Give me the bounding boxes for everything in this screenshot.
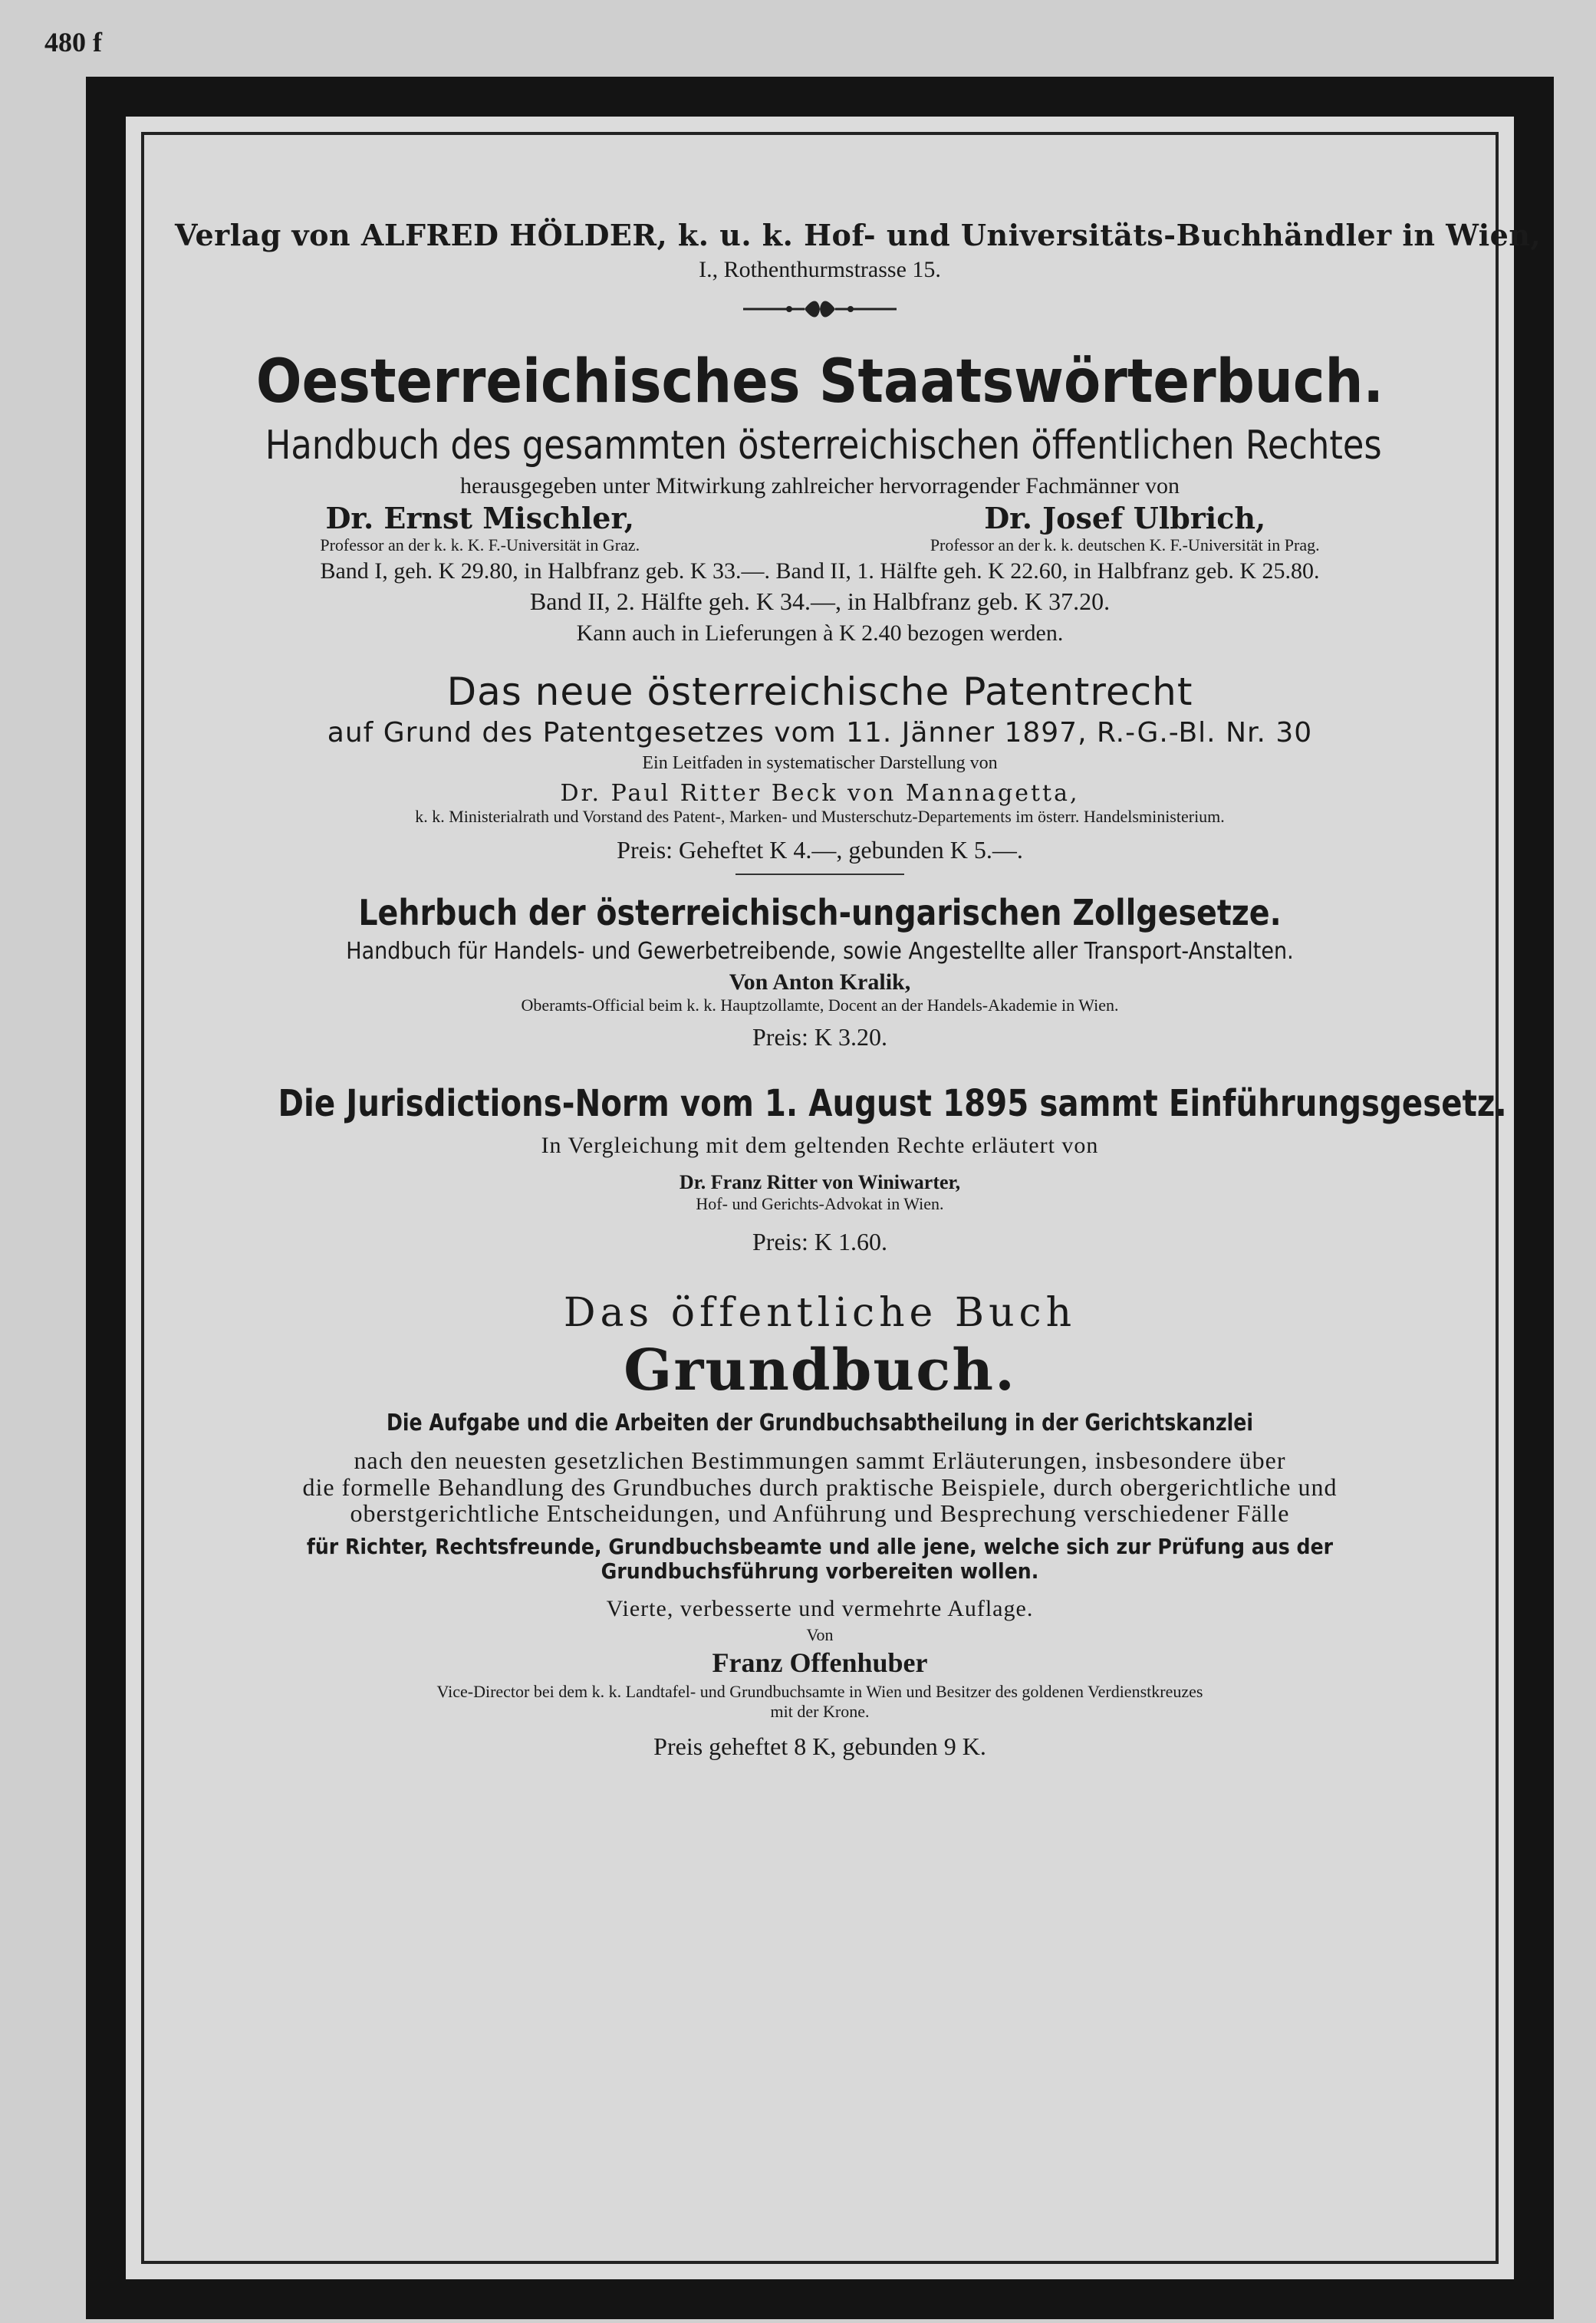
advertisement-inner-frame	[141, 132, 1542, 2264]
work4-price: Preis: K 1.60.	[752, 1228, 887, 1255]
work3-subtitle: Handbuch für Handels- und Gewerbetreibende, sowie Angestellte aller Transport-Anstalten.	[346, 938, 1294, 965]
work4-author-role: Hof- und Gerichts-Advokat in Wien.	[696, 1194, 944, 1213]
work5-edition: Vierte, verbesserte und vermehrte Auflage.	[606, 1596, 1034, 1622]
work5-description	[175, 1447, 1465, 1527]
work3-price: Preis: K 3.20.	[752, 1023, 887, 1051]
work5-target-line2: Grundbuchsführung vorbereiten wollen.	[601, 1558, 1039, 1584]
advertisement-border	[86, 77, 1554, 2319]
work5-subtitle: Die Aufgabe und die Arbeiten der Grundbuchsabtheilung in der Gerichtskanzlei	[386, 1410, 1254, 1436]
work5-desc-line2: die formelle Behandlung des Grundbuches durch praktische Beispiele, durch obergerichtliche und	[302, 1472, 1338, 1501]
work5-pretitle: Das öffentliche Buch	[563, 1290, 1077, 1336]
work4-author: Dr. Franz Ritter von Winiwarter,	[679, 1171, 961, 1193]
work5-desc-line3: oberstgerichtliche Entscheidungen, und Anführung und Besprechung verschiedener Fälle	[350, 1499, 1290, 1528]
work1-title: Oesterreichisches Staatswörterbuch.	[255, 347, 1384, 416]
work1-author1-role: Professor an der k. k. K. F.-Universität in Graz.	[320, 535, 640, 554]
work5-target-audience	[239, 1535, 1400, 1584]
work2-price: Preis: Geheftet K 4.—, gebunden K 5.—.	[617, 836, 1023, 864]
work2-author-role: k. k. Ministerialrath und Vorstand des Patent-, Marken- und Musterschutz-Departements im österr. Handelsministerium.	[415, 807, 1225, 826]
work1-author1-name: Dr. Ernst Mischler,	[325, 501, 634, 535]
work5-author-role-line1: Vice-Director bei dem k. k. Landtafel- und Grundbuchsamte in Wien und Besitzer des goldenen Verdienstkreuzes	[436, 1682, 1203, 1702]
work5-desc-line1: nach den neuesten gesetzlichen Bestimmungen sammt Erläuterungen, insbesondere über	[354, 1446, 1286, 1474]
work1-price-line3: Kann auch in Lieferungen à K 2.40 bezogen werden.	[576, 620, 1064, 646]
work1-author2-name: Dr. Josef Ulbrich,	[984, 501, 1266, 535]
work3-author: Von Anton Kralik,	[729, 969, 911, 995]
work1-editors-intro: herausgegeben unter Mitwirkung zahlreicher hervorragender Fachmänner von	[460, 473, 1180, 498]
page-number: 480 f	[44, 27, 102, 58]
work3-title: Lehrbuch der österreichisch-ungarischen Zollgesetze.	[358, 892, 1282, 933]
work5-by: Von	[806, 1625, 834, 1645]
publisher-address: I., Rothenthurmstrasse 15.	[699, 257, 941, 282]
publisher-line: Verlag von ALFRED HÖLDER, k. u. k. Hof- und Universitäts-Buchhändler in Wien,	[175, 218, 1542, 252]
work1-subtitle: Handbuch des gesammten österreichischen öffentlichen Rechtes	[265, 423, 1382, 469]
work1-author2	[930, 501, 1320, 555]
work3-author-role: Oberamts-Official beim k. k. Hauptzollamte, Docent an der Handels-Akademie in Wien.	[521, 995, 1119, 1015]
work2-author: Dr. Paul Ritter Beck von Mannagetta,	[560, 780, 1080, 807]
ornament-flourish-icon	[735, 294, 904, 324]
work2-subtitle: auf Grund des Patentgesetzes vom 11. Jänner 1897, R.-G.-Bl. Nr. 30	[327, 717, 1313, 749]
work5-author: Franz Offenhuber	[712, 1647, 928, 1679]
work5-author-role-line2: mit der Krone.	[770, 1702, 870, 1722]
work1-price-line2: Band II, 2. Hälfte geh. K 34.—, in Halbfranz geb. K 37.20.	[529, 587, 1111, 615]
work2-intro: Ein Leitfaden in systematischer Darstellung von	[642, 753, 998, 773]
work2-title: Das neue österreichische Patentrecht	[446, 670, 1193, 714]
section-divider	[735, 874, 904, 875]
work1-authors	[175, 501, 1465, 555]
work4-subtitle: In Vergleichung mit dem geltenden Rechte erläutert von	[541, 1133, 1099, 1158]
advertisement-content	[175, 135, 1542, 1761]
work1-author1	[320, 501, 640, 555]
work1-author2-role: Professor an der k. k. deutschen K. F.-Universität in Prag.	[930, 535, 1320, 554]
work5-price: Preis geheftet 8 K, gebunden 9 K.	[653, 1732, 986, 1761]
work5-title: Grundbuch.	[624, 1338, 1016, 1403]
work4-title: Die Jurisdictions-Norm vom 1. August 1895 sammt Einführungsgesetz.	[278, 1082, 1507, 1125]
work5-target-line1: für Richter, Rechtsfreunde, Grundbuchsbeamte und alle jene, welche sich zur Prüfung aus der	[306, 1533, 1334, 1559]
work1-price-line1: Band I, geh. K 29.80, in Halbfranz geb. K 33.—. Band II, 1. Hälfte geh. K 22.60, in Halbfranz geb. K 25.80.	[320, 558, 1320, 584]
